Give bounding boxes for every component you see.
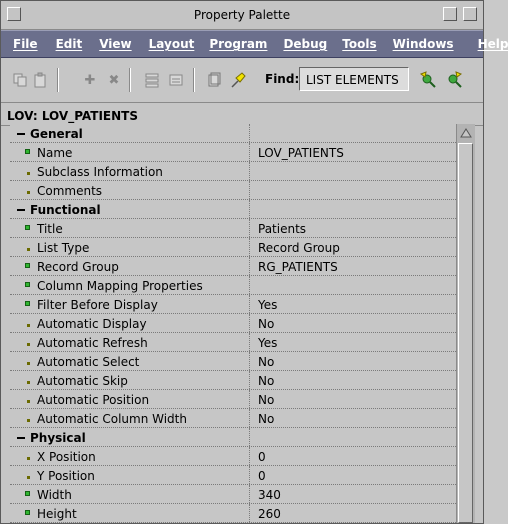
menu-debug[interactable]: Debug xyxy=(283,37,328,51)
set-property-marker-icon xyxy=(25,149,30,154)
section-header-general[interactable] xyxy=(10,124,456,143)
property-value[interactable]: 0 xyxy=(258,450,266,464)
set-property-marker-icon xyxy=(25,301,30,306)
property-row[interactable] xyxy=(10,276,456,295)
property-row[interactable] xyxy=(10,504,456,523)
property-row[interactable] xyxy=(10,238,456,257)
find-input[interactable]: LIST ELEMENTS xyxy=(299,67,409,91)
default-property-marker-icon xyxy=(27,324,30,327)
set-property-marker-icon xyxy=(25,263,30,268)
property-name: X Position xyxy=(37,450,96,464)
property-value[interactable]: No xyxy=(258,317,275,331)
default-property-marker-icon xyxy=(27,248,30,251)
maximize-button[interactable] xyxy=(463,7,477,21)
property-name: Name xyxy=(37,146,73,160)
property-row[interactable] xyxy=(10,314,456,333)
object-label: LOV: LOV_PATIENTS xyxy=(1,103,483,126)
menu-program[interactable]: Program xyxy=(209,37,268,51)
default-property-marker-icon xyxy=(27,400,30,403)
set-property-marker-icon xyxy=(25,225,30,230)
property-name: Y Position xyxy=(37,469,95,483)
freeze-pin-icon[interactable] xyxy=(229,71,247,89)
set-property-marker-icon xyxy=(25,510,30,515)
section-header-physical[interactable] xyxy=(10,428,456,447)
property-value[interactable]: No xyxy=(258,393,275,407)
section-label: General xyxy=(30,127,83,141)
property-name: Automatic Select xyxy=(37,355,140,369)
property-value[interactable]: Record Group xyxy=(258,241,340,255)
section-header-functional[interactable] xyxy=(10,200,456,219)
property-name: Title xyxy=(37,222,63,236)
property-name: Subclass Information xyxy=(37,165,163,179)
default-property-marker-icon xyxy=(27,191,30,194)
union-icon[interactable] xyxy=(143,71,161,89)
vertical-scrollbar[interactable] xyxy=(456,124,475,523)
menu-bar xyxy=(1,30,508,58)
set-property-marker-icon xyxy=(25,491,30,496)
title-bar[interactable] xyxy=(1,1,483,30)
property-row[interactable] xyxy=(10,295,456,314)
property-value[interactable]: RG_PATIENTS xyxy=(258,260,338,274)
property-name: List Type xyxy=(37,241,90,255)
default-property-marker-icon xyxy=(27,343,30,346)
default-property-marker-icon xyxy=(27,172,30,175)
property-name: Comments xyxy=(37,184,103,198)
find-label: Find: xyxy=(265,72,300,86)
property-value[interactable]: 0 xyxy=(258,469,266,483)
copy-icon[interactable] xyxy=(11,71,29,89)
default-property-marker-icon xyxy=(27,476,30,479)
property-name: Record Group xyxy=(37,260,119,274)
section-label: Functional xyxy=(30,203,101,217)
default-property-marker-icon xyxy=(27,362,30,365)
property-name: Automatic Position xyxy=(37,393,150,407)
property-name: Automatic Display xyxy=(37,317,147,331)
menu-file[interactable]: File xyxy=(13,37,38,51)
property-class-icon[interactable] xyxy=(205,71,223,89)
property-row[interactable] xyxy=(10,143,456,162)
delete-property-icon[interactable]: ✖ xyxy=(108,72,120,88)
menu-windows[interactable]: Windows xyxy=(392,37,454,51)
property-row[interactable] xyxy=(10,333,456,352)
property-name: Height xyxy=(37,507,77,521)
scrollbar-thumb[interactable] xyxy=(458,143,473,523)
property-value[interactable]: LOV_PATIENTS xyxy=(258,146,344,160)
toolbar-separator xyxy=(193,68,195,92)
property-name: Automatic Refresh xyxy=(37,336,148,350)
property-row[interactable] xyxy=(10,409,456,428)
minimize-button[interactable] xyxy=(443,7,457,21)
add-property-icon[interactable]: ✚ xyxy=(84,72,96,88)
property-value[interactable]: 340 xyxy=(258,488,281,502)
collapse-icon[interactable] xyxy=(17,437,25,439)
property-row[interactable] xyxy=(10,390,456,409)
toolbar xyxy=(1,58,483,103)
default-property-marker-icon xyxy=(27,457,30,460)
section-label: Physical xyxy=(30,431,86,445)
find-previous-icon[interactable] xyxy=(419,71,437,89)
property-row[interactable] xyxy=(10,466,456,485)
property-value[interactable]: No xyxy=(258,355,275,369)
property-row[interactable] xyxy=(10,162,456,181)
property-name: Automatic Column Width xyxy=(37,412,187,426)
window-title: Property Palette xyxy=(193,8,291,22)
default-property-marker-icon xyxy=(27,419,30,422)
property-name: Filter Before Display xyxy=(37,298,158,312)
set-property-marker-icon xyxy=(25,282,30,287)
default-property-marker-icon xyxy=(27,381,30,384)
property-value[interactable]: 260 xyxy=(258,507,281,521)
property-row[interactable] xyxy=(10,371,456,390)
property-name: Column Mapping Properties xyxy=(37,279,203,293)
scroll-up-arrow-icon[interactable] xyxy=(458,125,474,141)
property-row[interactable] xyxy=(10,447,456,466)
property-value[interactable]: No xyxy=(258,374,275,388)
find-next-icon[interactable] xyxy=(445,71,463,89)
menu-help[interactable]: Help xyxy=(477,37,508,51)
menu-edit[interactable]: Edit xyxy=(55,37,83,51)
property-value[interactable]: Yes xyxy=(258,336,278,350)
property-value[interactable]: Patients xyxy=(258,222,307,236)
menu-tools[interactable]: Tools xyxy=(342,37,377,51)
menu-view[interactable]: View xyxy=(99,37,132,51)
property-row[interactable] xyxy=(10,352,456,371)
property-value[interactable]: Yes xyxy=(258,298,278,312)
toolbar-separator xyxy=(129,68,131,92)
paste-icon[interactable] xyxy=(31,71,49,89)
property-row[interactable] xyxy=(10,257,456,276)
property-row[interactable] xyxy=(10,181,456,200)
property-row[interactable] xyxy=(10,485,456,504)
property-value[interactable]: No xyxy=(258,412,275,426)
property-name: Automatic Skip xyxy=(37,374,128,388)
property-row[interactable] xyxy=(10,219,456,238)
menu-layout[interactable]: Layout xyxy=(148,37,195,51)
property-grid xyxy=(10,124,456,523)
collapse-icon[interactable] xyxy=(17,133,25,135)
toolbar-separator xyxy=(57,68,59,92)
inherit-icon[interactable] xyxy=(167,71,185,89)
property-name: Width xyxy=(37,488,72,502)
collapse-icon[interactable] xyxy=(17,209,25,211)
